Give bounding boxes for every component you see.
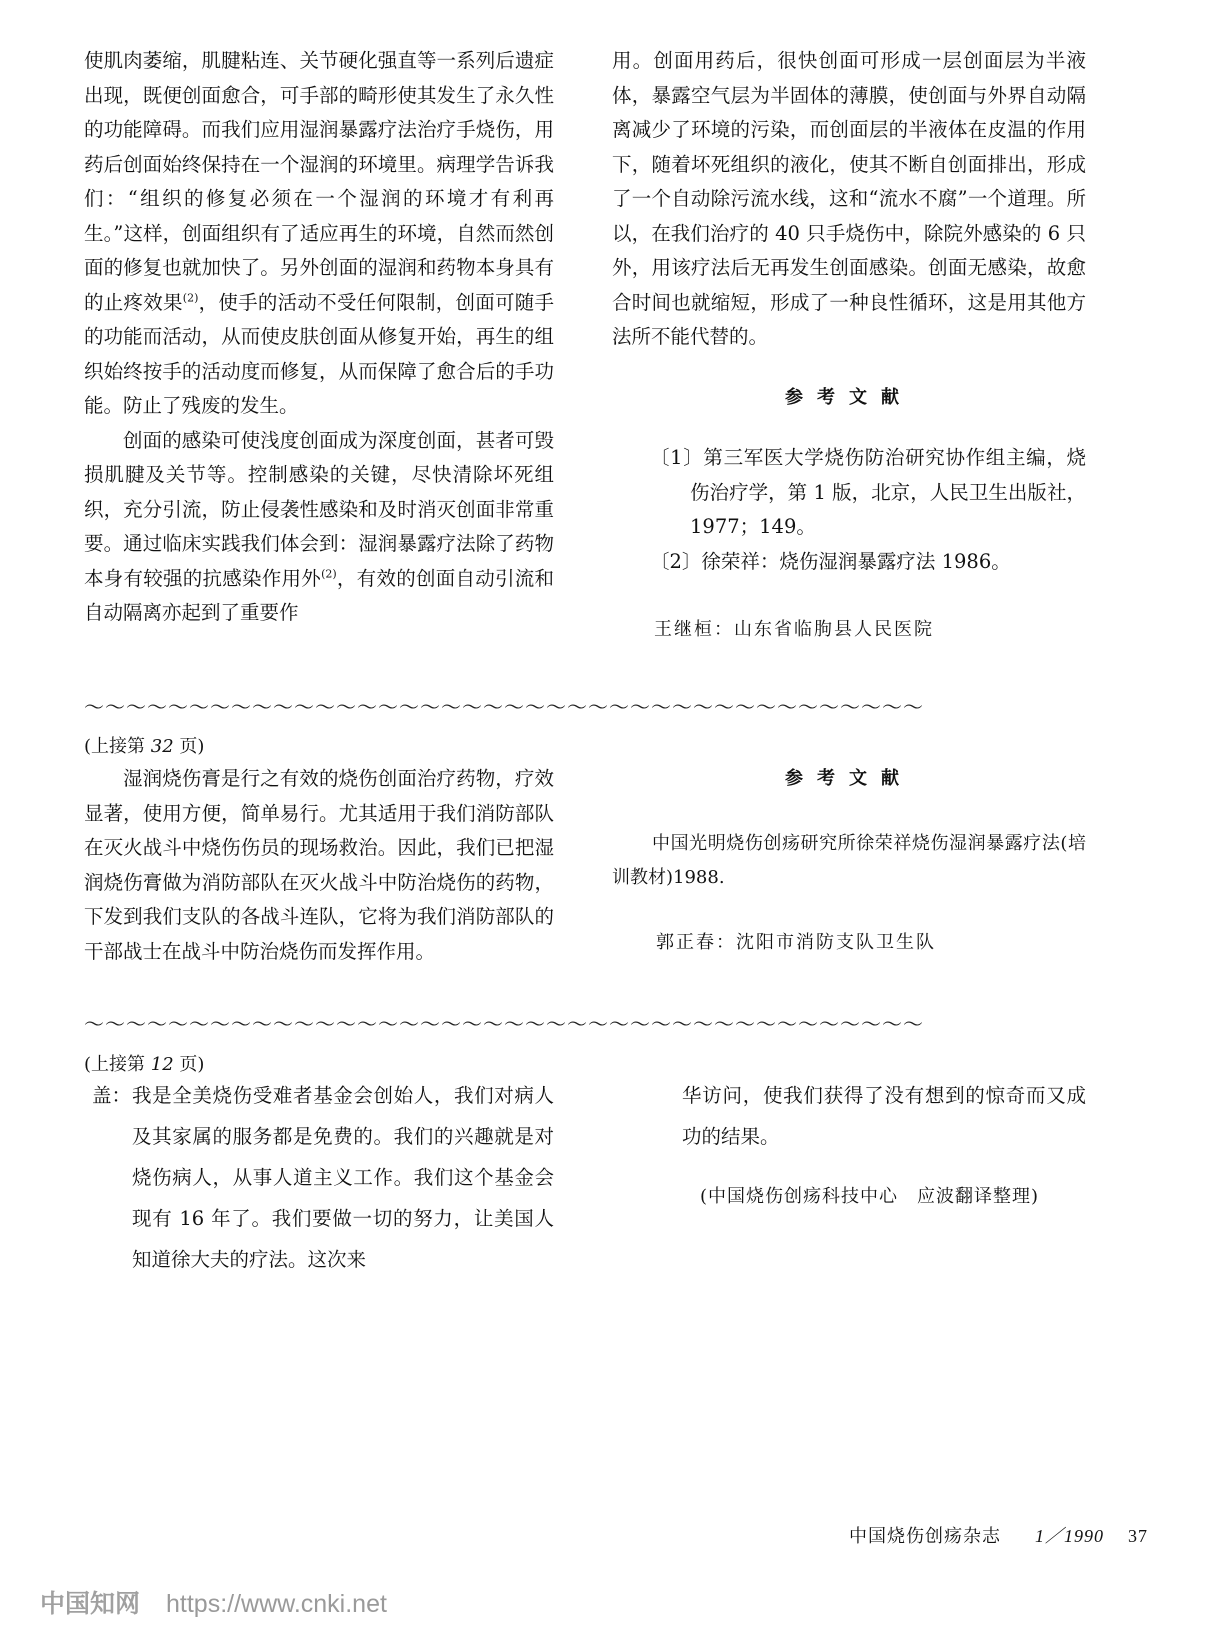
citation-2: (2) (182, 291, 199, 304)
author-affiliation: 郭正春：沈阳市消防支队卫生队 (656, 931, 936, 953)
references-heading: 参考文献 (785, 768, 913, 789)
section2-paragraph: 湿润烧伤膏是行之有效的烧伤创面治疗药物，疗效显著，使用方便，简单易行。尤其适用于我们消防部队在灭火战斗中烧伤伤员的现场救治。因此，我们已把湿润烧伤膏做为消防部队在灭火战斗中防治烧伤的药物，下发到我们支队的各战斗连队，它将为我们消防部队的干部战士在战斗中防治烧伤而发挥作用。 (84, 767, 554, 963)
cnki-brand: 中国知网 (40, 1590, 141, 1618)
translation-credit: (中国烧伤创疡科技中心 应波翻译整理) (700, 1186, 1040, 1207)
section2-left-column (84, 762, 554, 969)
reference-item: 中国光明烧伤创疡研究所徐荣祥烧伤湿润暴露疗法(培训教材)1988. (612, 832, 1086, 888)
author-affiliation: 王继桓：山东省临朐县人民医院 (654, 619, 934, 640)
references-heading: 参考文献 (785, 386, 913, 408)
journal-name: 中国烧伤创疡杂志 (849, 1526, 1001, 1547)
references-list (612, 441, 1086, 579)
reference-item: 〔2〕徐荣祥：烧伤湿润暴露疗法 1986。 (650, 549, 1011, 573)
issue-number: 1／1990 (1035, 1526, 1104, 1546)
continued-from-note: (上接第 32 页) (84, 736, 205, 757)
interview-answer-left: 我是全美烧伤受难者基金会创始人，我们对病人及其家属的服务都是免费的。我们的兴趣就是对烧伤病人，从事人道主义工作。我们这个基金会现有 16 年了。我们要做一切的努力，让美国人知道徐大夫的疗法。这次来 (132, 1084, 554, 1271)
wave-divider: ～～～～～～～～～～～～～～～～～～～～～～～～～～～～～～～～～～～～～～～～ (84, 1012, 924, 1036)
reference-item: 〔1〕第三军医大学烧伤防治研究协作组主编，烧伤治疗学，第 1 版，北京，人民卫生出版社，1977；149。 (650, 446, 1086, 538)
section2-right-column (612, 762, 1086, 960)
interview-answer-right: 华访问，使我们获得了没有想到的惊奇而又成功的结果。 (682, 1084, 1086, 1148)
continued-from-note: (上接第 12 页) (84, 1054, 205, 1075)
article1-paragraph-3: 用。创面用药后，很快创面可形成一层创面层为半液体，暴露空气层为半固体的薄膜，使创面与外界自动隔离减少了环境的污染，而创面层的半液体在皮温的作用下，随着坏死组织的液化，使其不断自创面排出，形成了一个自动除污流水线，这和“流水不腐”一个道理。所以，在我们治疗的 40 只手烧伤中，除院外感染的 6 只外，用该疗法后无再发生创面感染。创面无感染，故愈合时间也就缩短，形成了一种良性循环，这是用其他方法所不能代替的。 (612, 49, 1086, 348)
citation-2: (2) (321, 567, 337, 580)
article1-right-column (612, 44, 1086, 648)
cnki-watermark (40, 1584, 387, 1620)
article1-paragraph-2: 创面的感染可使浅度创面成为深度创面，甚者可毁损肌腱及关节等。控制感染的关键，尽快清除坏死组织，充分引流，防止侵袭性感染和及时消灭创面非常重要。通过临床实践我们体会到：湿润暴露疗法除了药物本身有较强的抗感染作用外$^{(2)}$，有效的创面自动引流和自动隔离亦起到了重要作 (84, 428, 554, 624)
interview-speaker: 盖： (92, 1084, 132, 1107)
page-footer (849, 1522, 1148, 1548)
wave-divider: ～～～～～～～～～～～～～～～～～～～～～～～～～～～～～～～～～～～～～～～～ (84, 695, 924, 719)
cnki-url[interactable]: https://www.cnki.net (166, 1590, 387, 1618)
page-number: 37 (1128, 1526, 1148, 1546)
article1-paragraph-1: 使肌肉萎缩，肌腱粘连、关节硬化强直等一系列后遗症出现，既便创面愈合，可手部的畸形使其发生了永久性的功能障碍。而我们应用湿润暴露疗法治疗手烧伤，用药后创面始终保持在一个湿润的环境里。病理学告诉我们：“组织的修复必须在一个湿润的环境才有利再生。”这样，创面组织有了适应再生的环境，自然而然创面的修复也就加快了。另外创面的湿润和药物本身具有的止疼效果$^{(2)}$，使手的活动不受任何限制，创面可随手的功能而活动，从而使皮肤创面从修复开始，再生的组织始终按手的活动度而修复，从而保障了愈合后的手功能。防止了残废的发生。 (84, 49, 554, 417)
article1-left-column (84, 44, 554, 631)
